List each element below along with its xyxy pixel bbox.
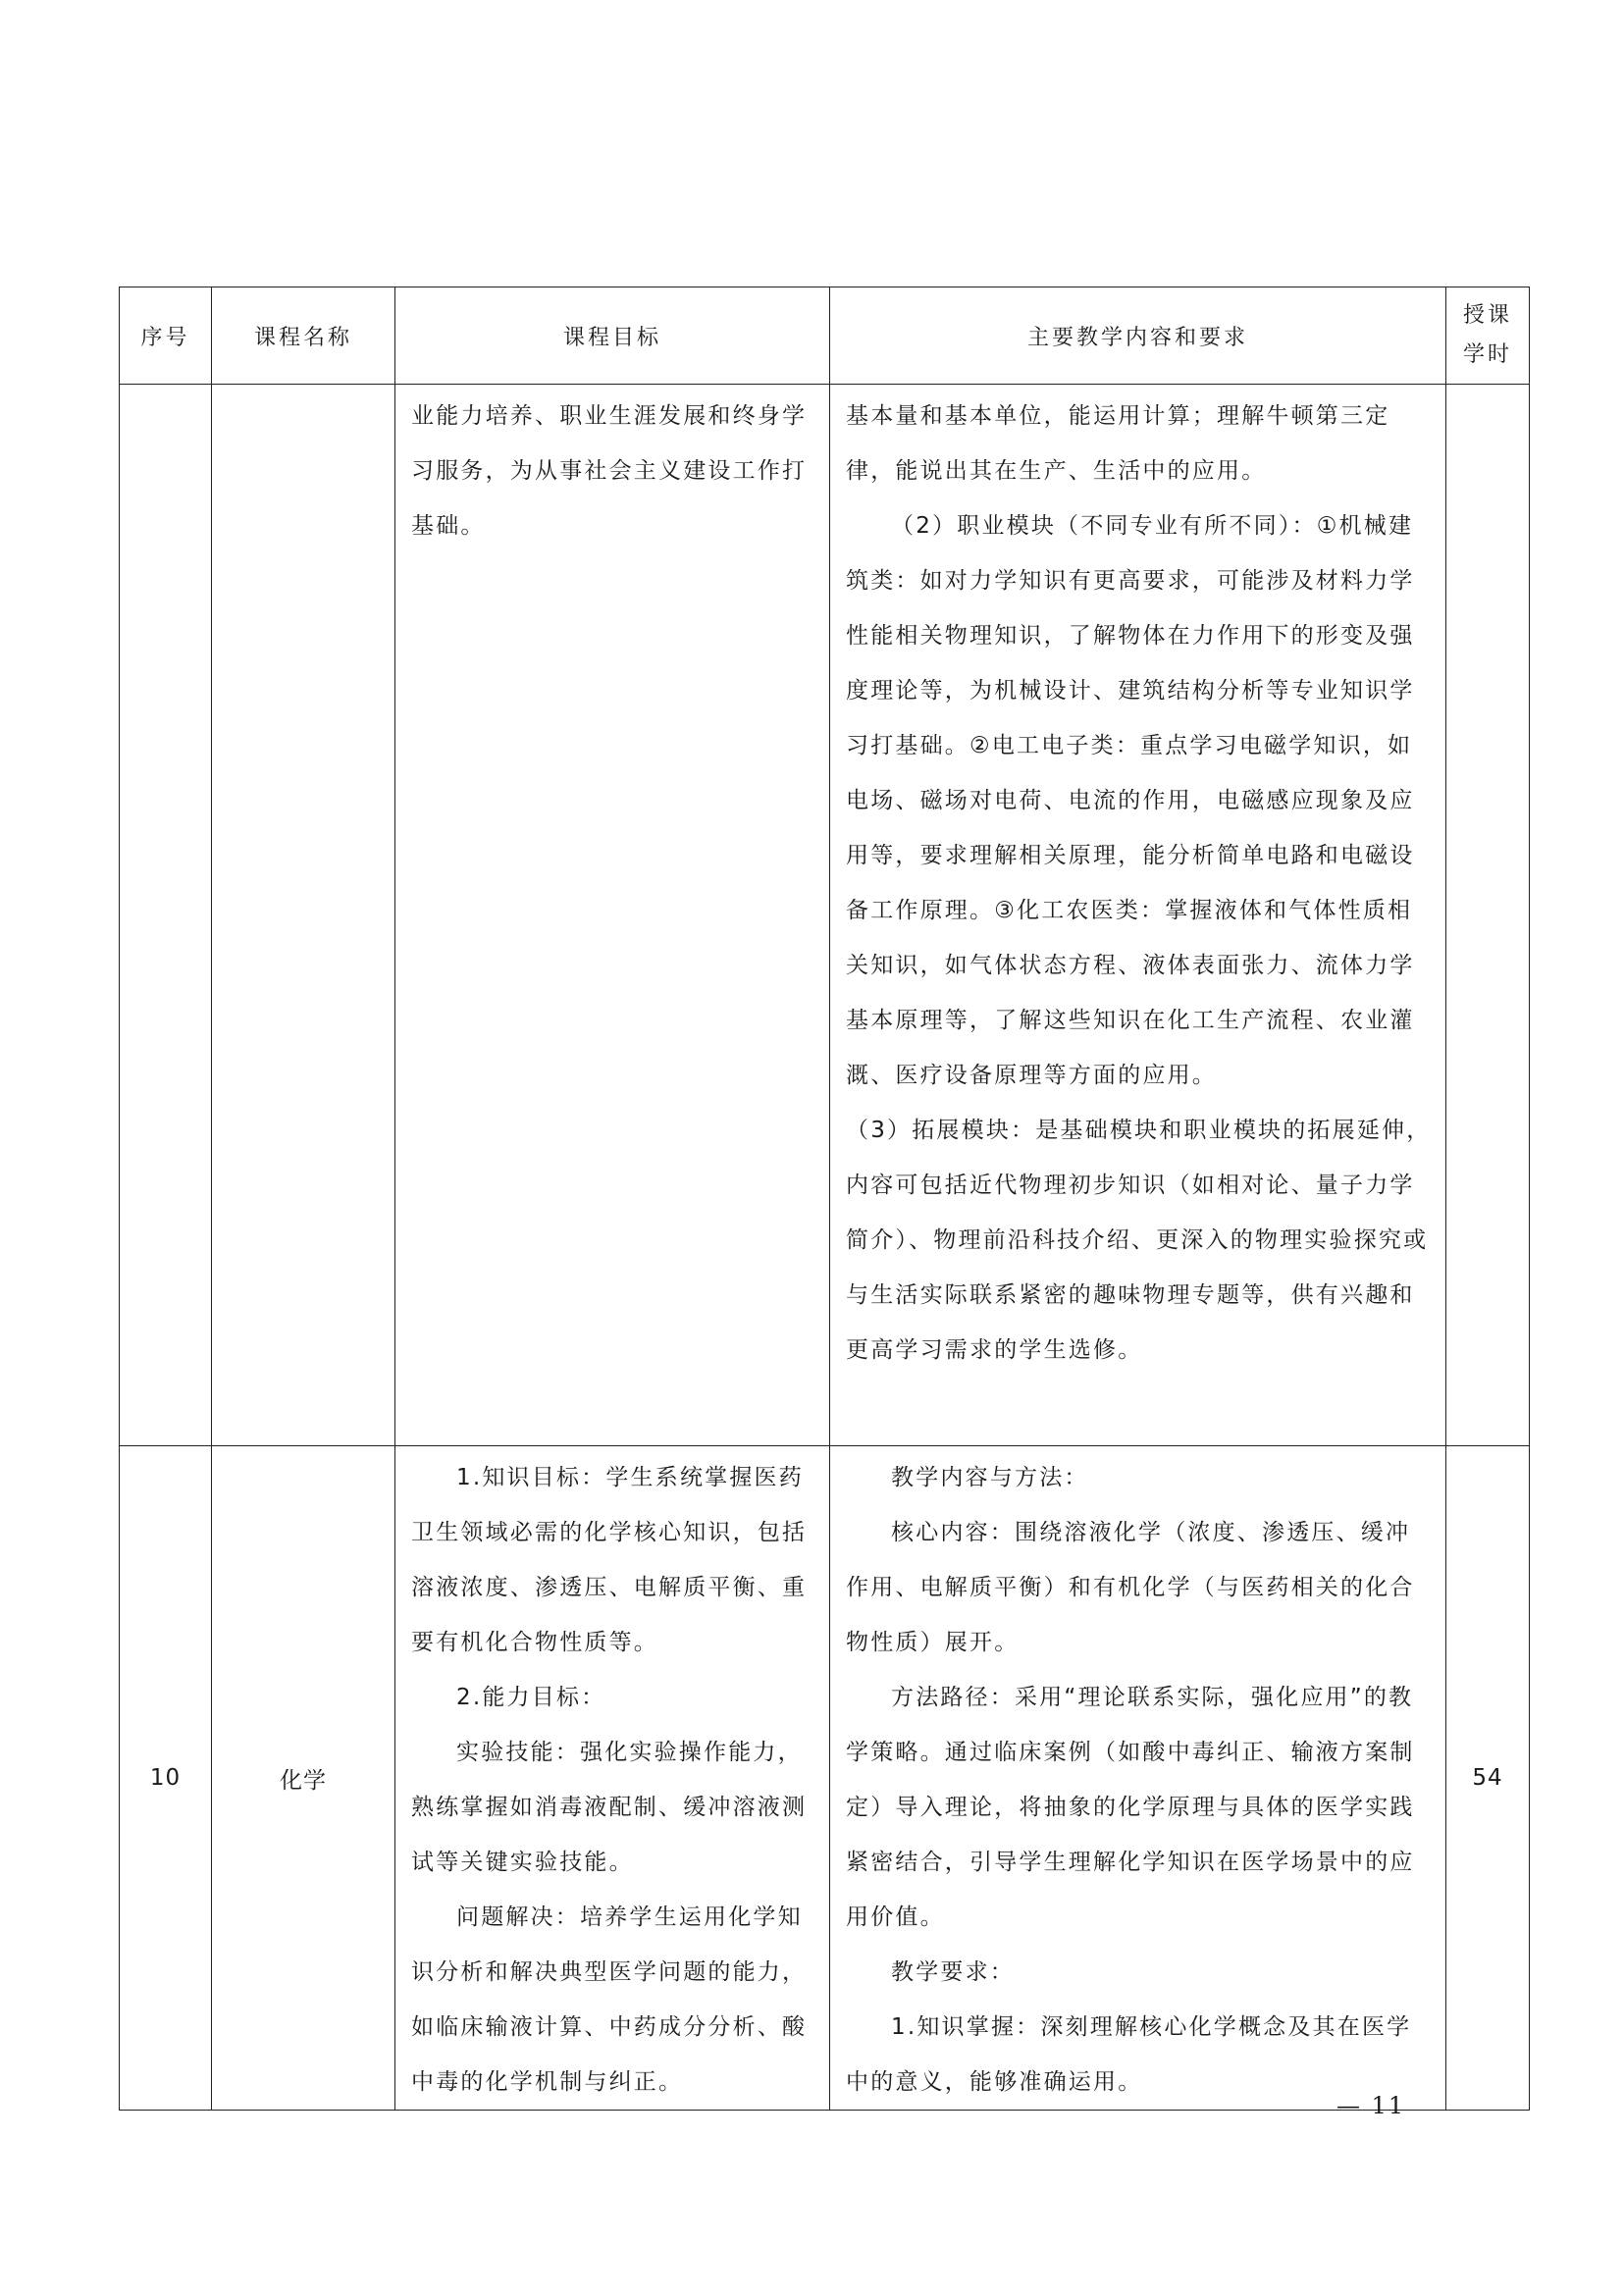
cell-course-name <box>212 385 395 1446</box>
cell-teaching-content <box>830 1446 1446 2111</box>
header-teaching-hours <box>1446 287 1530 385</box>
goal-paragraph: 实验技能：强化实验操作能力，熟练掌握如消毒液配制、缓冲溶液测试等关键实验技能。 <box>411 1740 808 1875</box>
header-course-name: 课程名称 <box>212 287 395 385</box>
page-number: — 11 <box>1336 2092 1406 2119</box>
cell-hours: 54 <box>1446 1446 1530 2111</box>
header-index: 序号 <box>120 287 212 385</box>
goal-paragraph: 业能力培养、职业生涯发展和终身学习服务，为从事社会主义建设工作打基础。 <box>411 403 808 539</box>
table-row <box>120 1446 1530 2111</box>
content-paragraph: 教学内容与方法： <box>891 1465 1089 1490</box>
cell-course-goal <box>395 1446 830 2111</box>
cell-course-goal <box>395 385 830 1446</box>
cell-teaching-content <box>830 385 1446 1446</box>
goal-paragraph: 1.知识目标：学生系统掌握医药卫生领域必需的化学核心知识，包括溶液浓度、渗透压、电解质平衡、重要有机化合物性质等。 <box>411 1465 808 1655</box>
goal-paragraph: 问题解决：培养学生运用化学知识分析和解决典型医学问题的能力，如临床输液计算、中药成分分析、酸中毒的化学机制与纠正。 <box>411 1904 808 2095</box>
course-table <box>119 287 1530 2111</box>
content-paragraph: 核心内容：围绕溶液化学（浓度、渗透压、缓冲作用、电解质平衡）和有机化学（与医药相关的化合物性质）展开。 <box>846 1520 1415 1655</box>
header-row <box>120 287 1530 385</box>
header-teaching-content: 主要教学内容和要求 <box>830 287 1446 385</box>
cell-course-name: 化学 <box>212 1446 395 2111</box>
header-course-goal: 课程目标 <box>395 287 830 385</box>
cell-index <box>120 385 212 1446</box>
table-row <box>120 385 1530 1446</box>
content-paragraph: 方法路径：采用“理论联系实际，强化应用”的教学策略。通过临床案例（如酸中毒纠正、输液方案制定）导入理论，将抽象的化学原理与具体的医学实践紧密结合，引导学生理解化学知识在医学场景中的应用价值。 <box>846 1685 1415 1930</box>
cell-hours <box>1446 385 1530 1446</box>
content-paragraph: （2）职业模块（不同专业有所不同）：①机械建筑类：如对力学知识有更高要求，可能涉及材料力学性能相关物理知识，了解物体在力作用下的形变及强度理论等，为机械设计、建筑结构分析等专业知识学习打基础。②电工电子类：重点学习电磁学知识，如电场、磁场对电荷、电流的作用，电磁感应现象及应用等，要求理解相关原理，能分析简单电路和电磁设备工作原理。③化工农医类：掌握液体和气体性质相关知识，如气体状态方程、液体表面张力、流体力学基本原理等，了解这些知识在化工生产流程、农业灌溉、医疗设备原理等方面的应用。 <box>846 513 1415 1088</box>
content-paragraph: 教学要求： <box>891 1959 1015 1985</box>
content-paragraph: 1.知识掌握：深刻理解核心化学概念及其在医学中的意义，能够准确运用。 <box>846 2014 1412 2095</box>
goal-paragraph: 2.能力目标： <box>456 1685 606 1710</box>
header-hours-line1: 授课 <box>1462 303 1512 328</box>
content-paragraph: （3）拓展模块：是基础模块和职业模块的拓展延伸，内容可包括近代物理初步知识（如相对论、量子力学简介）、物理前沿科技介绍、更深入的物理实验探究或与生活实际联系紧密的趣味物理专题等，供有兴趣和更高学习需求的学生选修。 <box>846 1118 1432 1363</box>
header-hours-line2: 学时 <box>1462 342 1512 367</box>
cell-index: 10 <box>120 1446 212 2111</box>
content-paragraph: 基本量和基本单位，能运用计算；理解牛顿第三定律，能说出其在生产、生活中的应用。 <box>846 403 1390 484</box>
